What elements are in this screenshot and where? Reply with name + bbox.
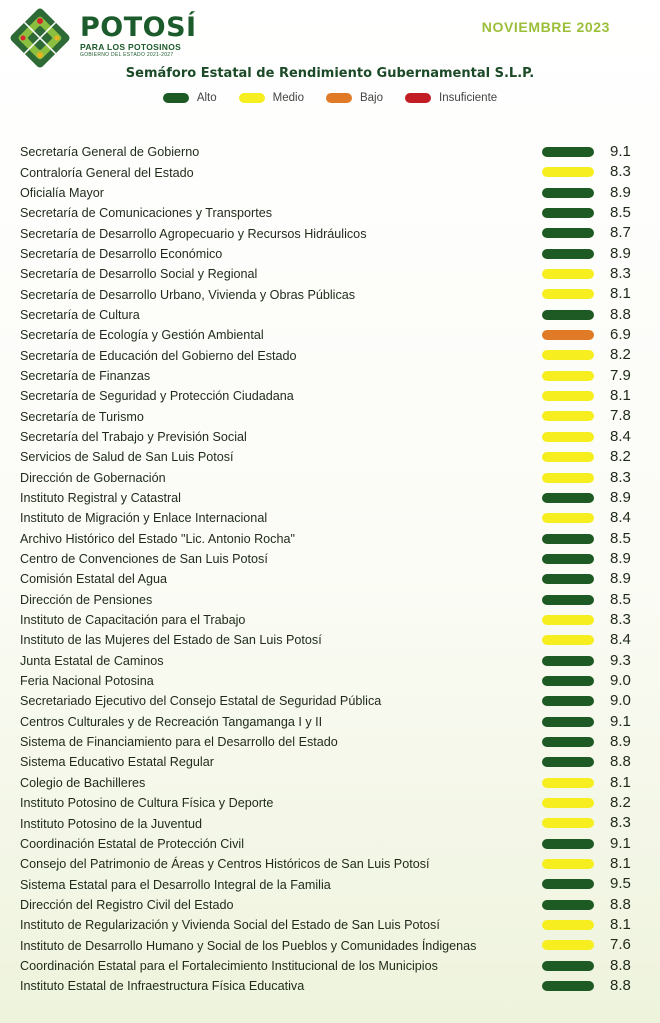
legend-label-alto: Alto	[196, 92, 217, 104]
status-bar-medio	[542, 778, 594, 788]
chart-title: Semáforo Estatal de Rendimiento Gubernamental S.L.P.	[125, 66, 535, 81]
table-row	[20, 691, 645, 711]
entity-name: Dirección del Registro Civil del Estado	[20, 897, 234, 912]
entity-name: Secretaría de Desarrollo Económico	[20, 246, 223, 261]
table-row	[20, 183, 645, 203]
legend-swatch-bajo	[326, 93, 352, 103]
score-value: 9.1	[610, 834, 631, 852]
entity-name: Instituto Potosino de la Juventud	[20, 816, 203, 831]
status-bar-medio	[542, 473, 594, 483]
score-value: 8.8	[610, 753, 631, 771]
table-row	[20, 712, 645, 732]
status-bar-alto	[542, 839, 594, 849]
table-row	[20, 732, 645, 752]
legend-label-insuficiente: Insuficiente	[439, 92, 498, 104]
entity-name: Secretaría General de Gobierno	[20, 145, 200, 160]
score-value: 8.4	[610, 631, 631, 649]
table-row	[20, 874, 645, 894]
brand-name: POTOSÍ	[80, 12, 197, 43]
entity-name: Instituto de Capacitación para el Trabajo	[20, 613, 246, 628]
entity-name: Secretaría de Comunicaciones y Transportes	[20, 206, 272, 221]
brand-subtitle: GOBIERNO DEL ESTADO 2021-2027	[80, 52, 174, 58]
table-row	[20, 406, 645, 426]
table-row	[20, 610, 645, 630]
score-value: 8.9	[610, 183, 631, 201]
status-bar-alto	[542, 554, 594, 564]
table-row	[20, 630, 645, 650]
entity-name: Sistema Educativo Estatal Regular	[20, 755, 214, 770]
score-value: 8.8	[610, 977, 631, 995]
table-row	[20, 468, 645, 488]
table-row	[20, 325, 645, 345]
entity-name: Centros Culturales y de Recreación Tangamanga I y II	[20, 714, 323, 729]
table-row	[20, 976, 645, 996]
entity-name: Instituto Estatal de Infraestructura Física Educativa	[20, 979, 305, 994]
status-bar-medio	[542, 452, 594, 462]
status-bar-alto	[542, 147, 594, 157]
score-value: 9.0	[610, 692, 631, 710]
table-row	[20, 651, 645, 671]
entity-name: Oficialía Mayor	[20, 185, 104, 200]
brand-block	[80, 14, 197, 58]
status-bar-medio	[542, 269, 594, 279]
table-row	[20, 834, 645, 854]
score-value: 8.9	[610, 244, 631, 262]
entity-name: Instituto de las Mujeres del Estado de San Luis Potosí	[20, 633, 322, 648]
score-value: 8.1	[610, 387, 631, 405]
entity-name: Secretaría de Turismo	[20, 409, 144, 424]
score-value: 6.9	[610, 326, 631, 344]
score-value: 8.5	[610, 590, 631, 608]
table-row	[20, 366, 645, 386]
score-value: 7.9	[610, 366, 631, 384]
entity-name: Feria Nacional Potosina	[20, 674, 154, 689]
score-value: 8.3	[610, 163, 631, 181]
table-row	[20, 895, 645, 915]
table-row	[20, 427, 645, 447]
status-bar-alto	[542, 879, 594, 889]
legend	[0, 92, 660, 104]
score-value: 8.2	[610, 346, 631, 364]
entity-name: Secretaría de Seguridad y Protección Ciudadana	[20, 389, 294, 404]
status-bar-medio	[542, 940, 594, 950]
status-bar-alto	[542, 534, 594, 544]
entity-name: Centro de Convenciones de San Luis Potosí	[20, 552, 268, 567]
score-value: 8.5	[610, 204, 631, 222]
score-value: 8.8	[610, 305, 631, 323]
entity-name: Junta Estatal de Caminos	[20, 653, 164, 668]
entity-name: Consejo del Patrimonio de Áreas y Centros Históricos de San Luis Potosí	[20, 857, 430, 872]
score-value: 8.3	[610, 814, 631, 832]
score-value: 8.9	[610, 570, 631, 588]
status-bar-medio	[542, 513, 594, 523]
score-value: 8.7	[610, 224, 631, 242]
status-bar-alto	[542, 900, 594, 910]
entity-name: Sistema de Financiamiento para el Desarrollo del Estado	[20, 735, 338, 750]
status-bar-alto	[542, 188, 594, 198]
score-value: 8.9	[610, 549, 631, 567]
status-bar-medio	[542, 350, 594, 360]
legend-swatch-alto	[163, 93, 189, 103]
entity-name: Comisión Estatal del Agua	[20, 572, 168, 587]
table-row	[20, 447, 645, 467]
entity-name: Secretaría de Desarrollo Social y Regional	[20, 267, 258, 282]
entity-name: Instituto de Regularización y Vivienda Social del Estado de San Luis Potosí	[20, 918, 440, 933]
score-value: 8.2	[610, 448, 631, 466]
score-value: 8.8	[610, 895, 631, 913]
table-row	[20, 569, 645, 589]
table-row	[20, 284, 645, 304]
table-row	[20, 793, 645, 813]
entity-name: Dirección de Pensiones	[20, 592, 153, 607]
status-bar-alto	[542, 595, 594, 605]
table-row	[20, 508, 645, 528]
status-bar-alto	[542, 696, 594, 706]
table-row	[20, 488, 645, 508]
score-value: 8.8	[610, 956, 631, 974]
table-row	[20, 305, 645, 325]
entity-name: Secretaría de Ecología y Gestión Ambiental	[20, 328, 264, 343]
status-bar-alto	[542, 981, 594, 991]
score-value: 8.5	[610, 529, 631, 547]
table-row	[20, 386, 645, 406]
entity-name: Instituto Potosino de Cultura Física y Deporte	[20, 796, 274, 811]
table-row	[20, 549, 645, 569]
potosi-logo	[8, 6, 72, 70]
table-row	[20, 813, 645, 833]
legend-swatch-medio	[239, 93, 265, 103]
table-row	[20, 956, 645, 976]
entity-name: Archivo Histórico del Estado "Lic. Antonio Rocha"	[20, 531, 295, 546]
entity-name: Secretaría de Finanzas	[20, 368, 151, 383]
status-bar-alto	[542, 249, 594, 259]
table-row	[20, 244, 645, 264]
score-value: 8.1	[610, 855, 631, 873]
entity-name: Sistema Estatal para el Desarrollo Integral de la Familia	[20, 877, 331, 892]
status-bar-medio	[542, 289, 594, 299]
entity-name: Contraloría General del Estado	[20, 165, 194, 180]
table-row	[20, 773, 645, 793]
entity-name: Secretariado Ejecutivo del Consejo Estatal de Seguridad Pública	[20, 694, 382, 709]
status-bar-alto	[542, 676, 594, 686]
status-bar-alto	[542, 717, 594, 727]
table-row	[20, 142, 645, 162]
score-value: 8.4	[610, 427, 631, 445]
table-row	[20, 203, 645, 223]
status-bar-alto	[542, 961, 594, 971]
entity-name: Instituto de Desarrollo Humano y Social de los Pueblos y Comunidades Índigenas	[20, 938, 477, 953]
status-bar-alto	[542, 208, 594, 218]
table-row	[20, 671, 645, 691]
brand-tagline: PARA LOS POTOSINOS	[80, 42, 182, 52]
table-row	[20, 223, 645, 243]
score-value: 7.8	[610, 407, 631, 425]
ranking-table	[20, 142, 645, 996]
entity-name: Instituto de Migración y Enlace Internacional	[20, 511, 268, 526]
entity-name: Colegio de Bachilleres	[20, 775, 146, 790]
score-value: 8.4	[610, 509, 631, 527]
table-row	[20, 529, 645, 549]
legend-label-bajo: Bajo	[359, 92, 383, 104]
legend-label-medio: Medio	[272, 92, 304, 104]
score-value: 9.3	[610, 651, 631, 669]
table-row	[20, 162, 645, 182]
legend-item-medio	[239, 92, 304, 104]
status-bar-alto	[542, 656, 594, 666]
status-bar-medio	[542, 859, 594, 869]
table-row	[20, 345, 645, 365]
score-value: 9.1	[610, 712, 631, 730]
entity-name: Secretaría del Trabajo y Previsión Social	[20, 429, 247, 444]
entity-name: Secretaría de Desarrollo Urbano, Vivienda y Obras Públicas	[20, 287, 356, 302]
status-bar-medio	[542, 635, 594, 645]
legend-item-alto	[163, 92, 217, 104]
entity-name: Dirección de Gobernación	[20, 470, 166, 485]
table-row	[20, 915, 645, 935]
entity-name: Secretaría de Desarrollo Agropecuario y Recursos Hidráulicos	[20, 226, 367, 241]
score-value: 8.1	[610, 285, 631, 303]
status-bar-alto	[542, 228, 594, 238]
table-row	[20, 264, 645, 284]
status-bar-medio	[542, 615, 594, 625]
score-value: 8.2	[610, 794, 631, 811]
table-row	[20, 854, 645, 874]
legend-item-insuficiente	[405, 92, 497, 104]
status-bar-alto	[542, 574, 594, 584]
status-bar-alto	[542, 737, 594, 747]
status-bar-medio	[542, 167, 594, 177]
score-value: 8.3	[610, 265, 631, 283]
status-bar-medio	[542, 411, 594, 421]
score-value: 8.3	[610, 468, 631, 486]
score-value: 8.9	[610, 488, 631, 506]
status-bar-medio	[542, 818, 594, 828]
entity-name: Coordinación Estatal de Protección Civil	[20, 836, 245, 851]
legend-item-bajo	[326, 92, 383, 104]
status-bar-alto	[542, 493, 594, 503]
entity-name: Secretaría de Cultura	[20, 307, 140, 322]
table-row	[20, 752, 645, 772]
score-value: 9.1	[610, 143, 631, 160]
status-bar-medio	[542, 920, 594, 930]
entity-name: Coordinación Estatal para el Fortalecimiento Institucional de los Municipios	[20, 958, 438, 973]
report-date: NOVIEMBRE 2023	[481, 19, 610, 35]
status-bar-alto	[542, 310, 594, 320]
status-bar-bajo	[542, 330, 594, 340]
score-value: 8.1	[610, 916, 631, 934]
entity-name: Secretaría de Educación del Gobierno del Estado	[20, 348, 297, 363]
score-value: 8.1	[610, 773, 631, 791]
status-bar-medio	[542, 371, 594, 381]
score-value: 9.5	[610, 875, 631, 893]
table-row	[20, 935, 645, 955]
status-bar-alto	[542, 757, 594, 767]
status-bar-medio	[542, 391, 594, 401]
entity-name: Instituto Registral y Catastral	[20, 491, 181, 506]
table-row	[20, 590, 645, 610]
status-bar-medio	[542, 798, 594, 808]
score-value: 9.0	[610, 671, 631, 689]
status-bar-medio	[542, 432, 594, 442]
entity-name: Servicios de Salud de San Luis Potosí	[20, 450, 234, 465]
score-value: 8.3	[610, 610, 631, 628]
score-value: 7.6	[610, 936, 631, 954]
legend-swatch-insuficiente	[405, 93, 431, 103]
score-value: 8.9	[610, 732, 631, 750]
